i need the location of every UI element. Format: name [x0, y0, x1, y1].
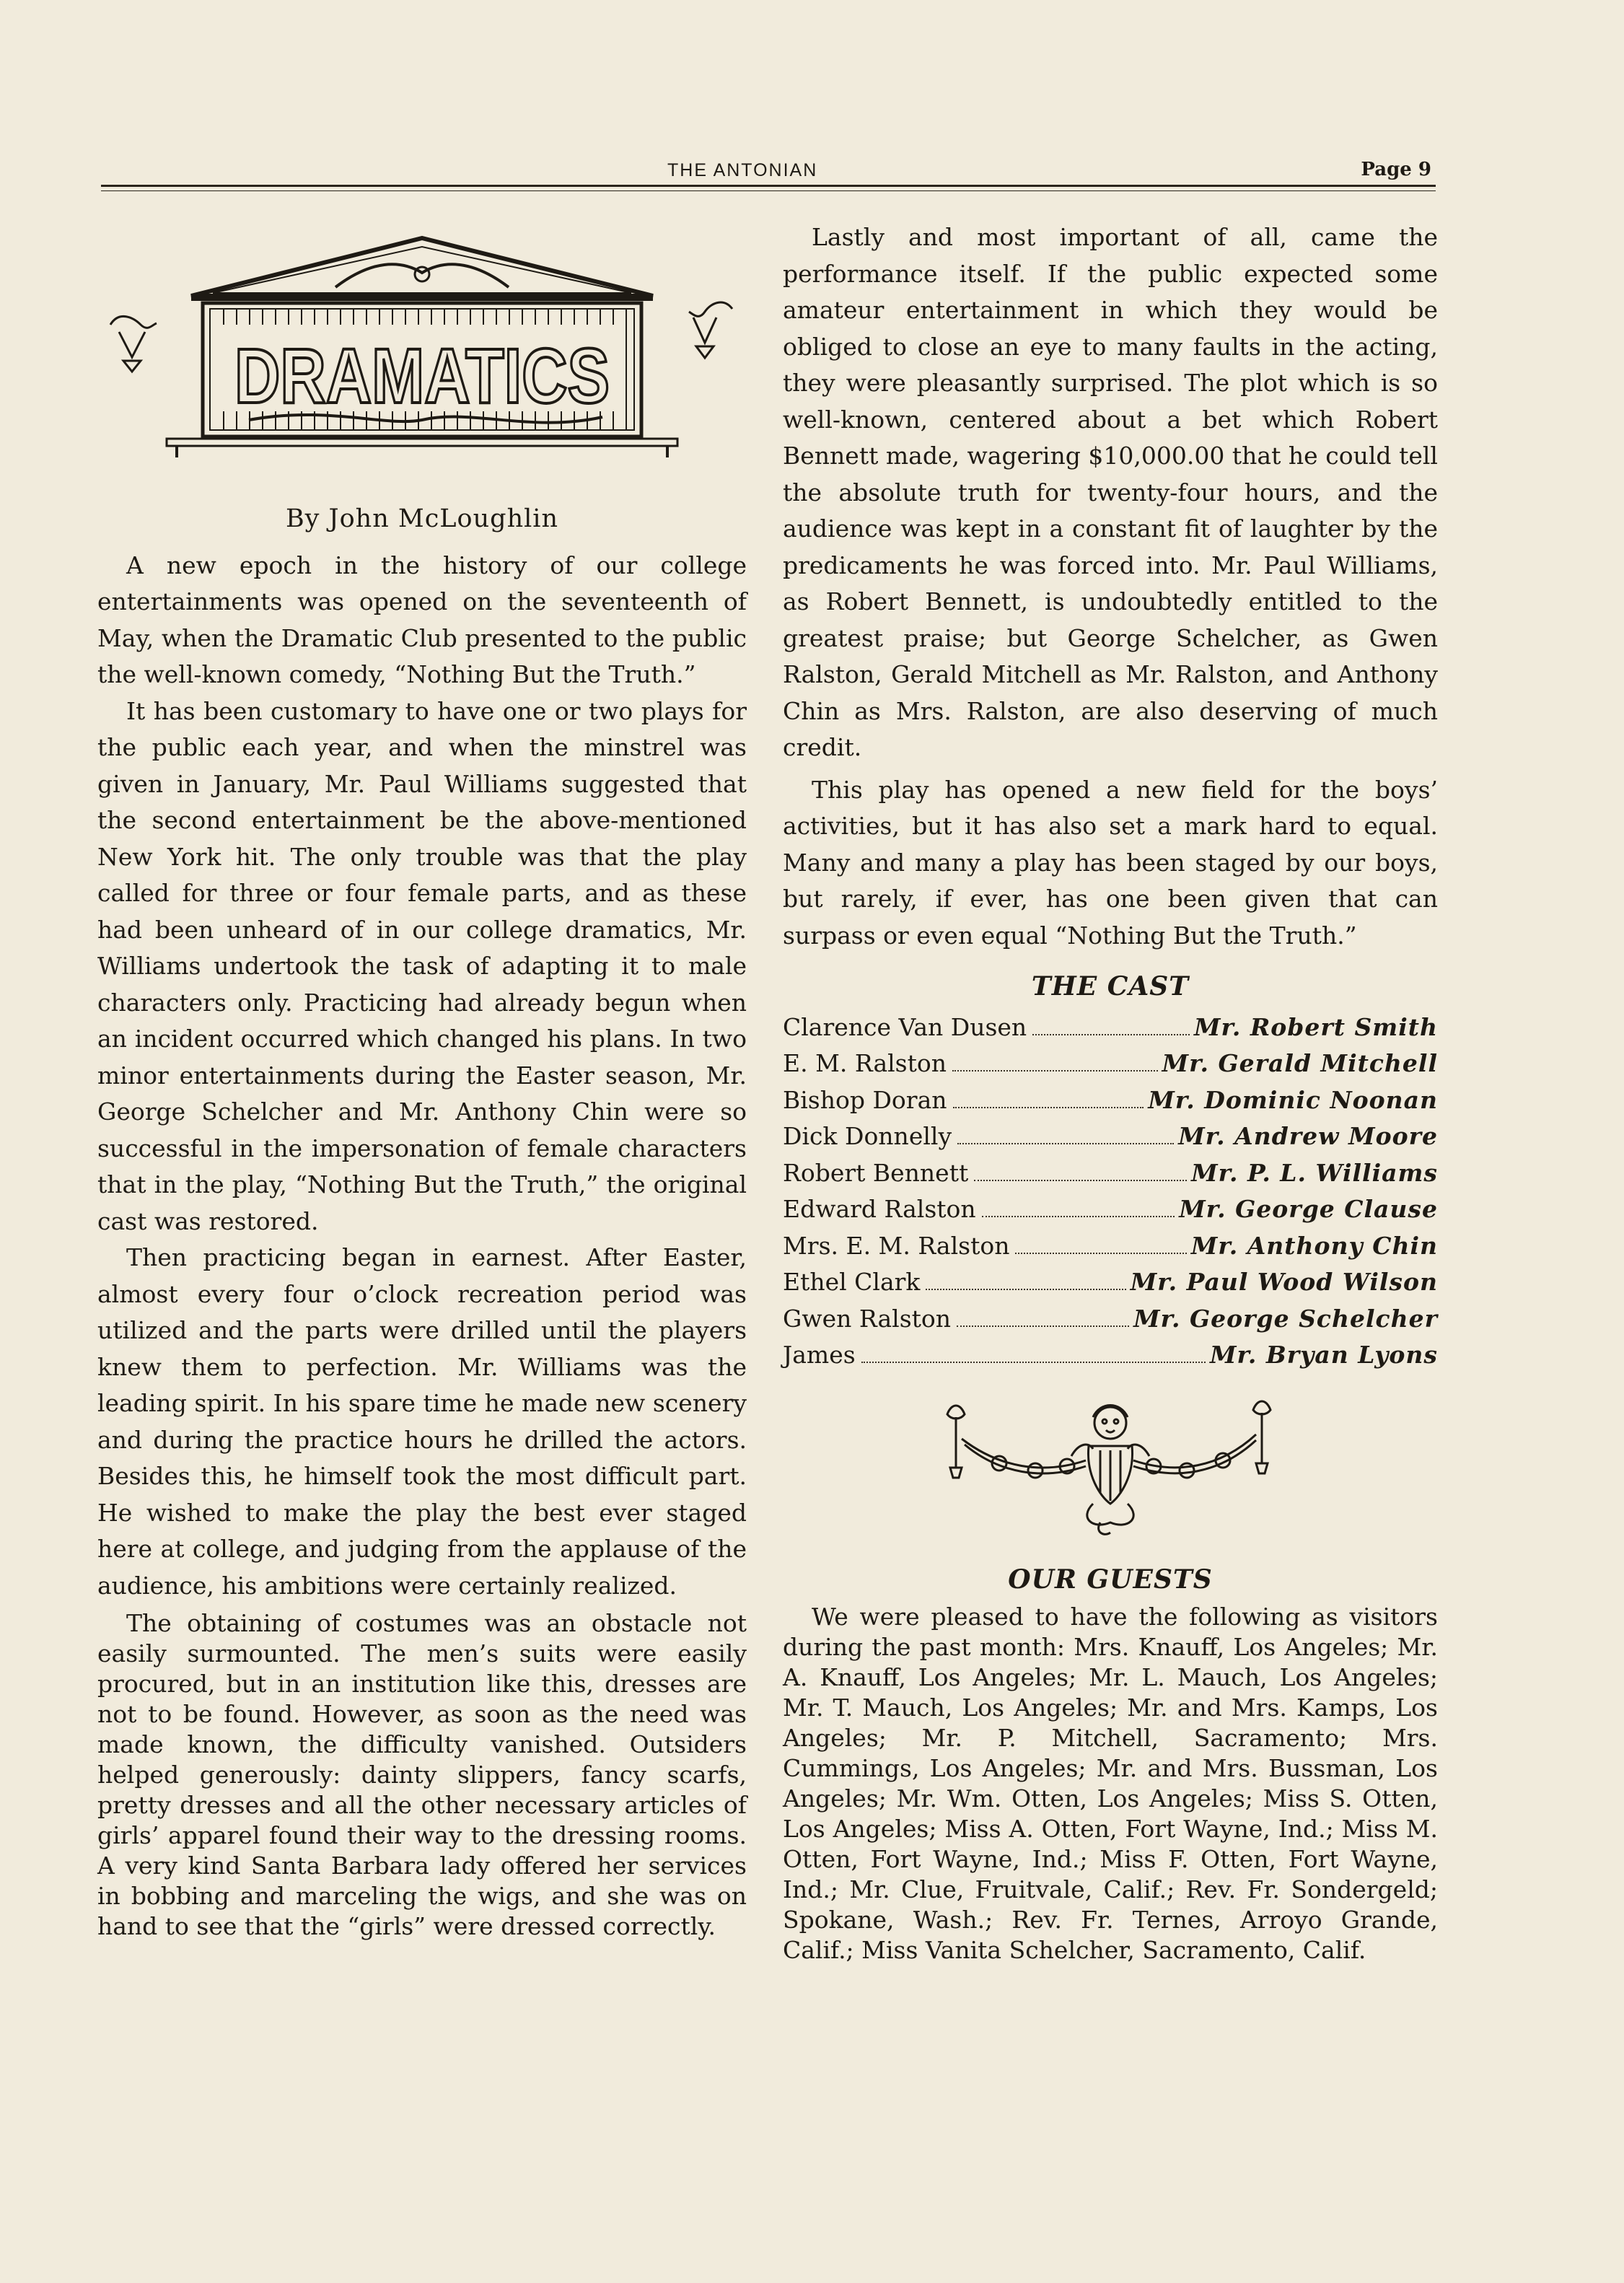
cast-actor: Mr. Paul Wood Wilson: [1130, 1268, 1438, 1296]
article-paragraph: Lastly and most important of all, came the performance itself. If the public expected some amateur entertainment in which they would be obliged to close an eye to many faults in the acting, they were pleasantly surprised. The plot which is so well-known, centered about a bet which Robert Bennett made, wagering $10,000.00 that he could tell the absolute truth for twenty-four hours, and the audience was kept in a constant fit of laughter by the predicaments he was forced into. Mr. Paul Williams, as Robert Bennett, is undoubtedly entitled to the greatest praise; but George Schelcher, as Gwen Ralston, Gerald Mitchell as Mr. Ralston, and Anthony Chin as Mrs. Ralston, are also deserving of much credit.: [783, 223, 1438, 761]
cast-actor: Mr. George Schelcher: [1133, 1304, 1438, 1333]
cast-list: [783, 1009, 1438, 1374]
cast-row: [783, 1082, 1438, 1119]
guests-paragraph: We were pleased to have the following as visitors during the past month: Mrs. Knauff, Los Angeles; Mr. A. Knauff, Los Angeles; Mr. L. Mauch, Los Angeles; Mr. T. Mauch, Los Angeles; Mr. and Mrs. Kamps, Los Angeles; Mr. P. Mitchell, Sacramento; Mrs. Cummings, Los Angeles; Mr. and Mrs. Bussman, Los Angeles; Mr. Wm. Otten, Los Angeles; Miss S. Otten, Los Angeles; Miss A. Otten, Fort Wayne, Ind.; Miss M. Otten, Fort Wayne, Ind.; Miss F. Otten, Fort Wayne, Ind.; Mr. Clue, Fruitvale, Calif.; Rev. Fr. Sondergeld; Spokane, Wash.; Rev. Fr. Ternes, Arroyo Grande, Calif.; Miss Vanita Schelcher, Sacramento, Calif.: [783, 1603, 1438, 1964]
cast-actor: Mr. Dominic Noonan: [1148, 1085, 1438, 1114]
leader-dots: [861, 1362, 1206, 1363]
cast-row: [783, 1155, 1438, 1192]
article-byline: By John McLoughlin: [285, 504, 559, 533]
leader-dots: [953, 1107, 1144, 1108]
leader-dots: [957, 1143, 1174, 1144]
cast-role: James: [783, 1341, 856, 1369]
cast-role: Mrs. E. M. Ralston: [783, 1231, 1010, 1260]
leader-dots: [926, 1289, 1125, 1290]
garland-cherub-ornament-icon: [783, 1388, 1438, 1547]
cast-row: [783, 1046, 1438, 1082]
article-paragraph: A new epoch in the history of our college entertainments was opened on the seventeenth of May, when the Dramatic Club presented to the public the well-known comedy, “Nothing But the Truth.”: [97, 551, 747, 688]
guests-section: [783, 1602, 1438, 1966]
article-paragraph: Then practicing began in earnest. After Easter, almost every four o’clock recreation period was utilized and the parts were drilled until the players knew them to perfection. Mr. Williams was the leading spirit. In his spare time he made new scenery and during the practice hours he drilled the actors. Besides this, he himself took the most difficult part. He wished to make the play the best ever staged here at college, and judging from the applause of the audience, his ambitions were certainly realized.: [97, 1243, 747, 1600]
cast-row: [783, 1009, 1438, 1046]
cast-actor: Mr. Andrew Moore: [1178, 1122, 1438, 1150]
cast-actor: Mr. Gerald Mitchell: [1162, 1049, 1438, 1077]
cast-row: [783, 1228, 1438, 1265]
right-column: [783, 219, 1438, 1966]
leader-dots: [1032, 1034, 1190, 1035]
leader-dots: [952, 1070, 1158, 1072]
leader-dots: [957, 1325, 1129, 1327]
leader-dots: [974, 1180, 1187, 1181]
leader-dots: [982, 1216, 1175, 1217]
page-number: Page 9: [1361, 159, 1431, 180]
guests-title: OUR GUESTS: [1008, 1564, 1213, 1595]
cast-actor: Mr. Anthony Chin: [1190, 1231, 1438, 1260]
page-header: [101, 154, 1436, 183]
cast-title: THE CAST: [1031, 971, 1190, 1002]
article-paragraph: This play has opened a new field for the boys’ activities, but it has also set a mark hard to equal. Many and many a play has been staged by our boys, but rarely, if ever, has one been given that can surpass or even equal “Nothing But the Truth.”: [783, 775, 1438, 950]
cast-row: [783, 1301, 1438, 1338]
cast-role: Gwen Ralston: [783, 1304, 952, 1333]
cast-role: Ethel Clark: [783, 1268, 921, 1296]
leader-dots: [1015, 1253, 1186, 1254]
cast-role: Bishop Doran: [783, 1085, 947, 1114]
cast-actor: Mr. George Clause: [1179, 1195, 1438, 1223]
cast-role: E. M. Ralston: [783, 1049, 947, 1077]
article-paragraph: It has been customary to have one or two plays for the public each year, and when the minstrel was given in January, Mr. Paul Williams suggested that the second entertainment be the above-mentioned New York hit. The only trouble was that the play called for three or four female parts, and as these had been unheard of in our college dramatics, Mr. Williams undertook the task of adapting it to male characters only. Practicing had already begun when an incident occurred which changed his plans. In two minor entertainments during the Easter season, Mr. George Schelcher and Mr. Anthony Chin were so successful in the impersonation of female characters that in the play, “Nothing But the Truth,” the original cast was restored.: [97, 696, 747, 1235]
cast-role: Dick Donnelly: [783, 1122, 952, 1150]
cast-role: Edward Ralston: [783, 1195, 976, 1223]
cast-row: [783, 1118, 1438, 1155]
cast-row: [783, 1191, 1438, 1228]
left-column: [97, 216, 747, 1942]
cast-role: Clarence Van Dusen: [783, 1012, 1027, 1041]
theater-facade-banner-icon: [97, 216, 747, 505]
cast-row: [783, 1264, 1438, 1301]
cast-actor: Mr. Robert Smith: [1193, 1012, 1438, 1041]
banner-title: DRAMATICS: [234, 332, 610, 419]
cast-actor: Mr. Bryan Lyons: [1210, 1341, 1438, 1369]
article-body-left: [97, 548, 747, 1942]
article-paragraph: The obtaining of costumes was an obstacle not easily surmounted. The men’s suits were easily procured, but in an institution like this, dresses are not to be found. However, as soon as the need was made known, the difficulty vanished. Outsiders helped generously: dainty slippers, fancy scarfs, pretty dresses and all the other necessary articles of girls’ apparel found their way to the dressing rooms. A very kind Santa Barbara lady offered her services in bobbing and marceling the wigs, and she was on hand to see that the “girls” were dressed correctly.: [97, 1609, 747, 1940]
cast-row: [783, 1337, 1438, 1374]
header-rule-thin: [101, 190, 1436, 191]
running-title: THE ANTONIAN: [667, 160, 818, 180]
cast-actor: Mr. P. L. Williams: [1191, 1158, 1438, 1187]
header-rule: [101, 185, 1436, 187]
cast-role: Robert Bennett: [783, 1158, 969, 1187]
